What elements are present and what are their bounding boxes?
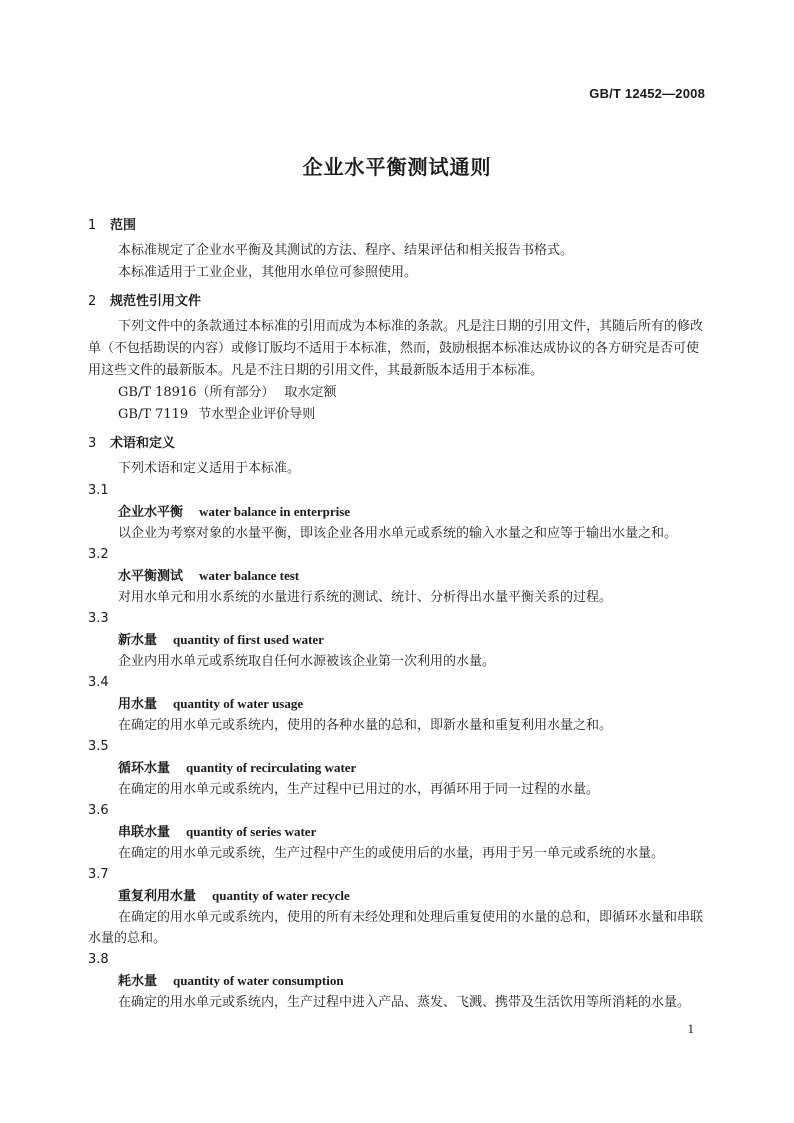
term-definition: 在确定的用水单元或系统内，生产过程中进入产品、蒸发、飞溅、携带及生活饮用等所消耗的水量。 bbox=[118, 995, 691, 1010]
term-chinese: 企业水平衡 bbox=[118, 505, 184, 520]
term-definition: 对用水单元和用水系统的水量进行系统的测试、统计、分析得出水量平衡关系的过程。 bbox=[118, 590, 613, 605]
term-entry bbox=[88, 801, 708, 864]
term-chinese: 新水量 bbox=[118, 633, 158, 648]
term-english: water balance in enterprise bbox=[199, 504, 351, 519]
reference-name: 节水型企业评价导则 bbox=[198, 407, 316, 422]
term-definition: 在确定的用水单元或系统内，使用的所有未经处理和处理后重复使用的水量的总和，即循环水量和串联水量的总和。 bbox=[88, 910, 704, 946]
document-title: 企业水平衡测试通则 bbox=[302, 155, 492, 179]
terms-intro: 下列术语和定义适用于本标准。 bbox=[118, 461, 301, 476]
term-chinese: 水平衡测试 bbox=[118, 569, 184, 584]
document-body bbox=[88, 214, 708, 1013]
term-english: quantity of first used water bbox=[173, 632, 324, 647]
term-english: quantity of water consumption bbox=[173, 973, 344, 988]
term-number: 3.7 bbox=[88, 867, 109, 882]
scope-paragraph-2: 本标准适用于工业企业，其他用水单位可参照使用。 bbox=[118, 265, 418, 280]
reference-code: GB/T 18916（所有部分） bbox=[118, 385, 275, 400]
term-english: quantity of series water bbox=[186, 824, 317, 839]
term-heading bbox=[88, 757, 708, 779]
term-number: 3.5 bbox=[88, 739, 109, 754]
term-number: 3.2 bbox=[88, 547, 109, 562]
scope-paragraph-1: 本标准规定了企业水平衡及其测试的方法、程序、结果评估和相关报告书格式。 bbox=[118, 243, 574, 258]
reference-code: GB/T 7119 bbox=[118, 407, 189, 422]
term-heading bbox=[88, 693, 708, 715]
term-entry bbox=[88, 865, 708, 949]
term-chinese: 耗水量 bbox=[118, 974, 158, 989]
section-title: 规范性引用文件 bbox=[110, 294, 202, 309]
term-english: water balance test bbox=[199, 568, 300, 583]
section-number: 2 bbox=[88, 294, 97, 309]
term-entry bbox=[88, 545, 708, 608]
term-definition: 以企业为考察对象的水量平衡，即该企业各用水单元或系统的输入水量之和应等于输出水量之和。 bbox=[118, 526, 678, 541]
term-number: 3.1 bbox=[88, 483, 109, 498]
term-heading bbox=[88, 821, 708, 843]
term-heading bbox=[88, 565, 708, 587]
section-title: 范围 bbox=[110, 218, 137, 233]
reference-name: 取水定额 bbox=[284, 385, 337, 400]
term-heading bbox=[88, 970, 708, 992]
term-number: 3.4 bbox=[88, 675, 109, 690]
page-number: 1 bbox=[687, 1021, 694, 1036]
term-chinese: 重复利用水量 bbox=[118, 889, 197, 904]
section-3-heading bbox=[88, 432, 708, 456]
term-english: quantity of water recycle bbox=[212, 888, 350, 903]
section-2-heading bbox=[88, 290, 708, 314]
standard-code: GB/T 12452—2008 bbox=[589, 86, 705, 101]
term-heading bbox=[88, 501, 708, 523]
term-entry bbox=[88, 609, 708, 672]
term-chinese: 用水量 bbox=[118, 697, 158, 712]
section-number: 3 bbox=[88, 436, 97, 451]
term-definition: 在确定的用水单元或系统内，使用的各种水量的总和，即新水量和重复利用水量之和。 bbox=[118, 718, 613, 733]
term-heading bbox=[88, 885, 708, 907]
normative-references-paragraph: 下列文件中的条款通过本标准的引用而成为本标准的条款。凡是注日期的引用文件，其随后所有的修改单（不包括勘误的内容）或修订版均不适用于本标准，然而，鼓励根据本标准达成协议的各方研究是否可使用这些文件的最新版本。凡是不注日期的引用文件，其最新版本适用于本标准。 bbox=[88, 319, 704, 378]
term-entry bbox=[88, 481, 708, 544]
term-english: quantity of recirculating water bbox=[186, 760, 357, 775]
term-entry bbox=[88, 673, 708, 736]
section-title: 术语和定义 bbox=[110, 436, 176, 451]
term-entry bbox=[88, 950, 708, 1013]
term-heading bbox=[88, 629, 708, 651]
term-number: 3.8 bbox=[88, 952, 109, 967]
section-number: 1 bbox=[88, 218, 97, 233]
term-definition: 企业内用水单元或系统取自任何水源被该企业第一次利用的水量。 bbox=[118, 654, 496, 669]
term-definition: 在确定的用水单元或系统，生产过程中产生的或使用后的水量，再用于另一单元或系统的水量。 bbox=[118, 846, 665, 861]
reference-item bbox=[88, 404, 708, 426]
term-definition: 在确定的用水单元或系统内，生产过程中已用过的水，再循环用于同一过程的水量。 bbox=[118, 782, 600, 797]
reference-item bbox=[88, 382, 708, 404]
term-number: 3.3 bbox=[88, 611, 109, 626]
term-chinese: 串联水量 bbox=[118, 825, 171, 840]
term-number: 3.6 bbox=[88, 803, 109, 818]
term-chinese: 循环水量 bbox=[118, 761, 171, 776]
section-1-heading bbox=[88, 214, 708, 238]
term-english: quantity of water usage bbox=[173, 696, 304, 711]
term-entry bbox=[88, 737, 708, 800]
